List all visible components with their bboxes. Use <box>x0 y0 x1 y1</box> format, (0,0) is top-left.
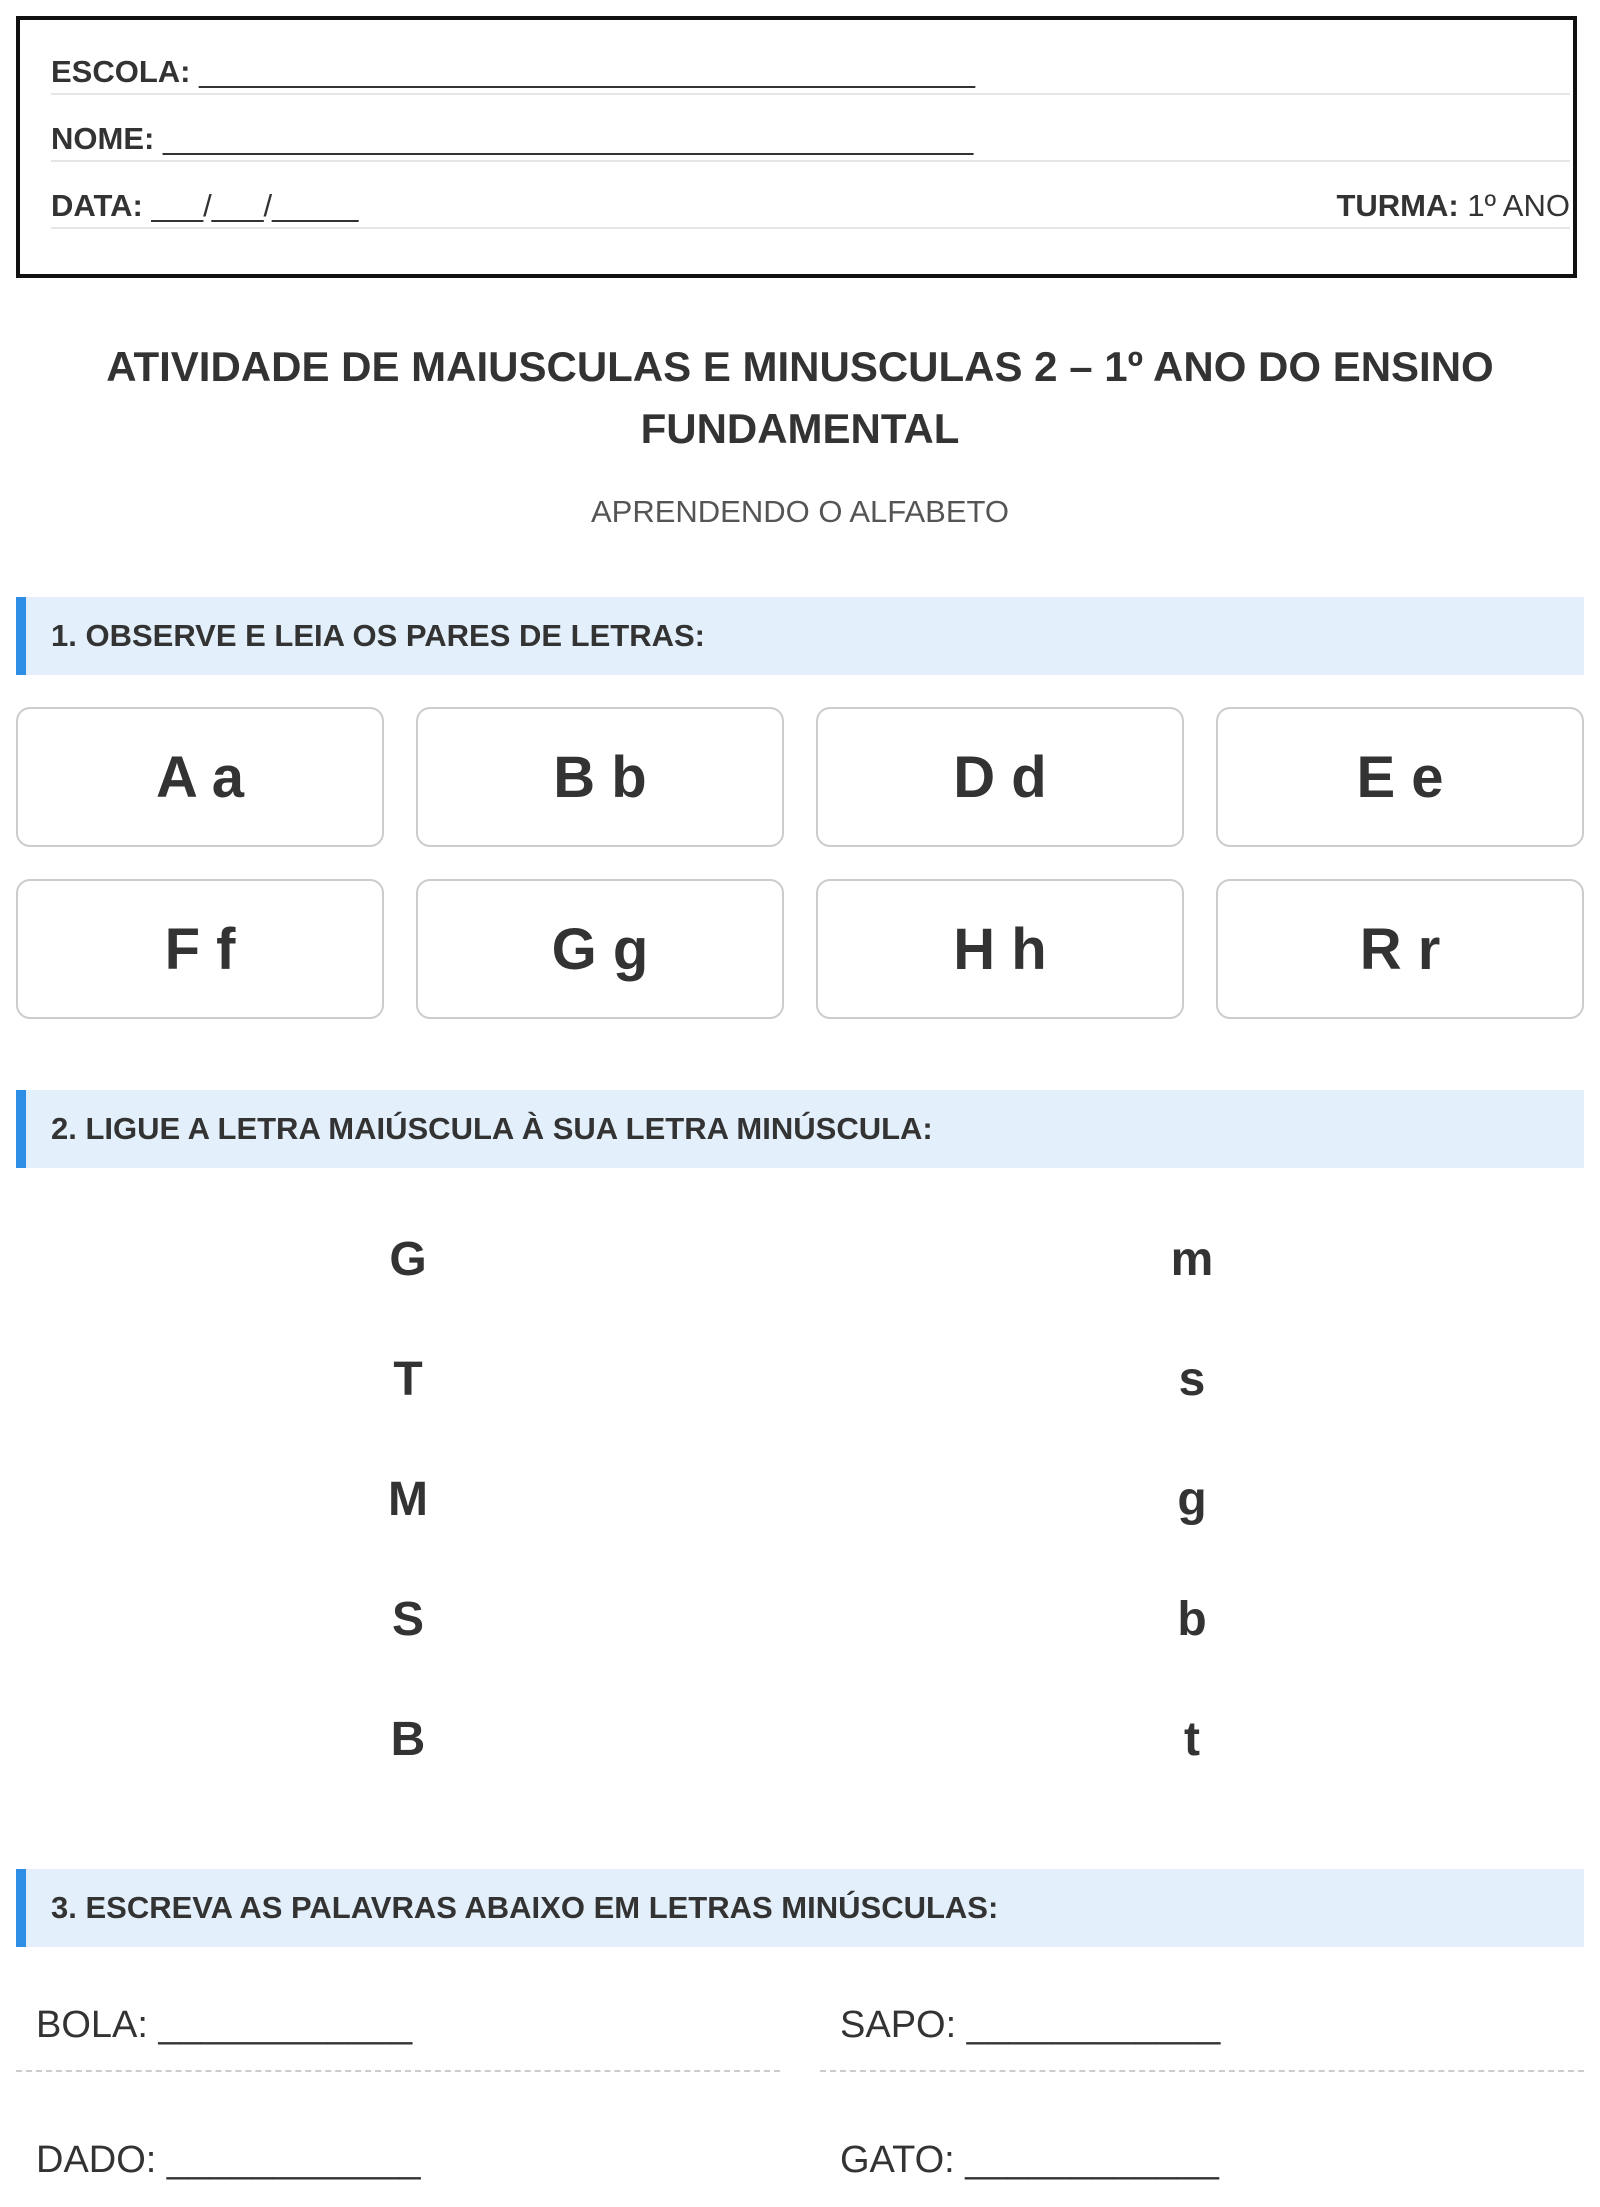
letter-pair-card: B b <box>416 707 784 847</box>
word-field-bola[interactable]: BOLA: ____________ <box>16 1985 780 2072</box>
student-info-box <box>16 16 1577 278</box>
section-1-heading: 1. OBSERVE E LEIA OS PARES DE LETRAS: <box>16 597 1584 675</box>
uppercase-letter[interactable]: B <box>390 1713 426 1766</box>
letter-pair-card: A a <box>16 707 384 847</box>
lowercase-letter[interactable]: t <box>1184 1713 1200 1766</box>
lowercase-letter[interactable]: s <box>1178 1353 1206 1406</box>
uppercase-letter[interactable]: G <box>389 1233 427 1286</box>
word-field-gato[interactable]: GATO: ____________ <box>840 2139 1219 2181</box>
letter-pair-card: F f <box>16 879 384 1019</box>
letter-pair-card: G g <box>416 879 784 1019</box>
page-subtitle: APRENDENDO O ALFABETO <box>590 494 1010 529</box>
data-field[interactable]: ___/___/_____ <box>151 188 359 223</box>
lowercase-letter[interactable]: b <box>1177 1593 1207 1646</box>
escola-row <box>51 49 1570 95</box>
uppercase-letter[interactable]: S <box>391 1593 424 1646</box>
section-2-heading: 2. LIGUE A LETRA MAIÚSCULA À SUA LETRA MINÚSCULA: <box>16 1090 1584 1168</box>
nome-field[interactable]: _______________________________________________ <box>162 121 974 156</box>
turma-value: 1º ANO <box>1467 188 1570 223</box>
letter-pair-card: R r <box>1216 879 1584 1019</box>
page-title: ATIVIDADE DE MAIUSCULAS E MINUSCULAS 2 – 1º ANO DO ENSINO FUNDAMENTAL <box>106 343 1494 452</box>
data-row <box>51 183 1570 229</box>
letter-pair-card: D d <box>816 707 1184 847</box>
nome-row <box>51 116 1570 162</box>
letter-pair-card: E e <box>1216 707 1584 847</box>
escola-field[interactable]: _____________________________________________ <box>199 54 975 89</box>
escola-label: ESCOLA: <box>51 54 191 89</box>
turma <box>1336 183 1570 229</box>
lowercase-letter[interactable]: g <box>1177 1473 1207 1526</box>
uppercase-letter[interactable]: T <box>393 1353 423 1406</box>
uppercase-letter[interactable]: M <box>388 1473 428 1526</box>
uppercase-column <box>348 1210 468 1810</box>
turma-label: TURMA: <box>1336 188 1459 223</box>
letter-pairs-grid <box>16 707 1584 1019</box>
word-field-sapo[interactable]: SAPO: ____________ <box>820 1985 1584 2072</box>
letter-pair-card: H h <box>816 879 1184 1019</box>
section-3-heading: 3. ESCREVA AS PALAVRAS ABAIXO EM LETRAS MINÚSCULAS: <box>16 1869 1584 1947</box>
lowercase-letter[interactable]: m <box>1170 1233 1214 1286</box>
nome-label: NOME: <box>51 121 155 156</box>
lowercase-column <box>1132 1210 1252 1810</box>
word-field-dado[interactable]: DADO: ____________ <box>36 2139 421 2181</box>
data-label: DATA: <box>51 188 143 223</box>
